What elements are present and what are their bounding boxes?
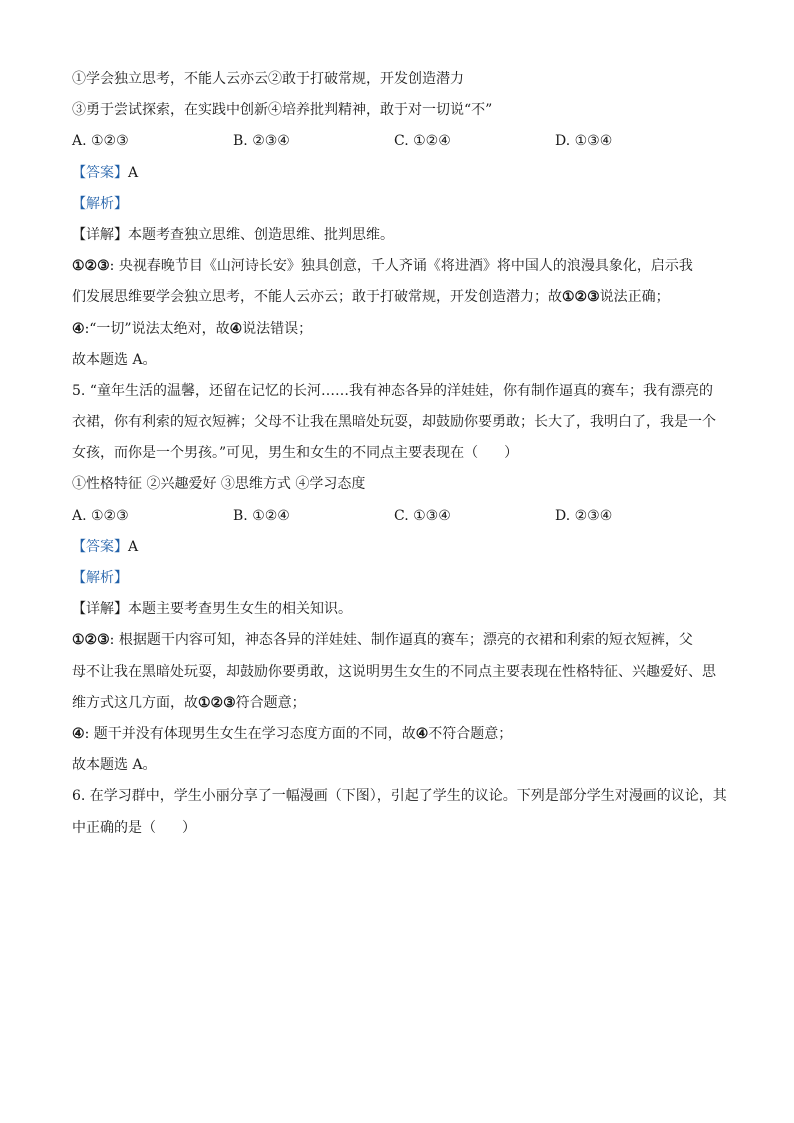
- analysis-tag: 【解析】: [72, 195, 128, 212]
- q4-explanation-1-line-1: [72, 251, 722, 282]
- answer-tag: 【答案】: [72, 164, 128, 181]
- q5-stem-line-1: 5. “童年生活的温馨，还留在记忆的长河……我有神态各异的洋娃娃，你有制作逼真的赛车；我有漂亮的: [72, 382, 713, 399]
- stem-text: 中正确的是（: [72, 819, 156, 836]
- document-page: [72, 64, 727, 844]
- q4-detail: [72, 220, 722, 251]
- q5-option-b: B. ①②④: [233, 507, 290, 524]
- q4-option-c: C. ①②④: [394, 133, 451, 150]
- explanation-text: 说法正确；: [599, 289, 670, 306]
- q5-option-d: D. ②③④: [555, 507, 613, 524]
- stem-text: 女孩，而你是一个男孩。”可见，男生和女生的不同点主要表现在（: [72, 445, 479, 462]
- statement-label: ④: [72, 320, 85, 337]
- q5-conclusion: 故本题选 A。: [72, 757, 157, 774]
- detail-text: 本题考查独立思维、创造思维、批判思维。: [128, 226, 394, 243]
- q5-explanation-1-line-1: [72, 625, 722, 656]
- q4-answer: [72, 158, 722, 189]
- statement-label: ①②③: [198, 694, 236, 711]
- q5-detail: [72, 594, 722, 625]
- q4-conclusion: 故本题选 A。: [72, 351, 157, 368]
- statement-label: ④: [229, 320, 243, 337]
- q5-stem-line-3: [72, 438, 722, 469]
- explanation-text: 不符合题意；: [428, 725, 513, 742]
- answer-value: A: [128, 164, 139, 181]
- statement-label: ①②③: [562, 289, 600, 306]
- q4-explanation-2: [72, 314, 722, 345]
- analysis-tag: 【解析】: [72, 570, 128, 586]
- detail-tag: 【详解】: [72, 226, 128, 243]
- q5-explanation-2: [72, 719, 722, 750]
- q4-statement-line-2: ③勇于尝试探索，在实践中创新④培养批判精神，敢于对一切说“不”: [72, 102, 493, 119]
- explanation-text: 符合题意；: [235, 694, 306, 711]
- q4-option-d: D. ①③④: [555, 133, 613, 150]
- explanation-text: : 央视春晚节目《山河诗长安》独具创意，千人齐诵《将进酒》将中国人的浪漫具象化，启示我: [109, 258, 693, 275]
- statement-label: ④: [72, 725, 85, 742]
- q6-stem-line-1: 6. 在学习群中，学生小丽分享了一幅漫画（下图），引起了学生的议论。下列是部分学生对漫画的议论，其: [72, 788, 727, 805]
- q5-options: [72, 501, 722, 532]
- statement-label: ④: [415, 725, 429, 742]
- q5-explanation-1-line-3: [72, 688, 722, 719]
- q5-option-a: A. ①②③: [72, 507, 129, 524]
- stem-text: ）: [504, 445, 519, 462]
- stem-text: ）: [182, 819, 196, 836]
- q4-options: [72, 126, 722, 157]
- q4-statement-line-1: ①学会独立思考，不能人云亦云②敢于打破常规，开发创造潜力: [72, 71, 464, 87]
- answer-value: A: [128, 538, 139, 555]
- explanation-text: : 题干并没有体现男生女生在学习态度方面的不同，故: [84, 725, 416, 742]
- detail-text: 本题主要考查男生女生的相关知识。: [128, 601, 352, 618]
- explanation-text: :“一切”说法太绝对，故: [84, 320, 230, 337]
- statement-label: ①②③: [72, 258, 110, 275]
- explanation-text: 维方式这几方面，故: [72, 694, 198, 711]
- q4-option-a: A. ①②③: [72, 133, 129, 150]
- explanation-text: 说法错误；: [242, 320, 313, 337]
- q5-explanation-1-line-2: 母不让我在黑暗处玩耍，却鼓励你要勇敢，这说明男生女生的不同点主要表现在性格特征、兴趣爱好、思: [72, 663, 716, 680]
- statement-label: ①②③: [72, 632, 110, 649]
- detail-tag: 【详解】: [72, 601, 128, 618]
- q5-stem-line-2: 衣裙，你有利索的短衣短裤；父母不让我在黑暗处玩耍，却鼓励你要勇敢；长大了，我明白了，我是一个: [72, 414, 716, 431]
- q4-explanation-1-line-2: [72, 282, 722, 313]
- q5-option-c: C. ①③④: [394, 507, 451, 524]
- answer-tag: 【答案】: [72, 538, 128, 555]
- q5-choices: ①性格特征 ②兴趣爱好 ③思维方式 ④学习态度: [72, 476, 366, 493]
- explanation-text: : 根据题干内容可知，神态各异的洋娃娃、制作逼真的赛车；漂亮的衣裙和利索的短衣短裤，父: [109, 632, 693, 649]
- q4-option-b: B. ②③④: [233, 133, 290, 150]
- explanation-text: 们发展思维要学会独立思考，不能人云亦云；敢于打破常规，开发创造潜力；故: [72, 289, 562, 306]
- q5-analysis-heading: [72, 563, 722, 594]
- q5-answer: [72, 532, 722, 563]
- q6-stem-line-2: [72, 813, 722, 844]
- q4-analysis-heading: [72, 189, 722, 220]
